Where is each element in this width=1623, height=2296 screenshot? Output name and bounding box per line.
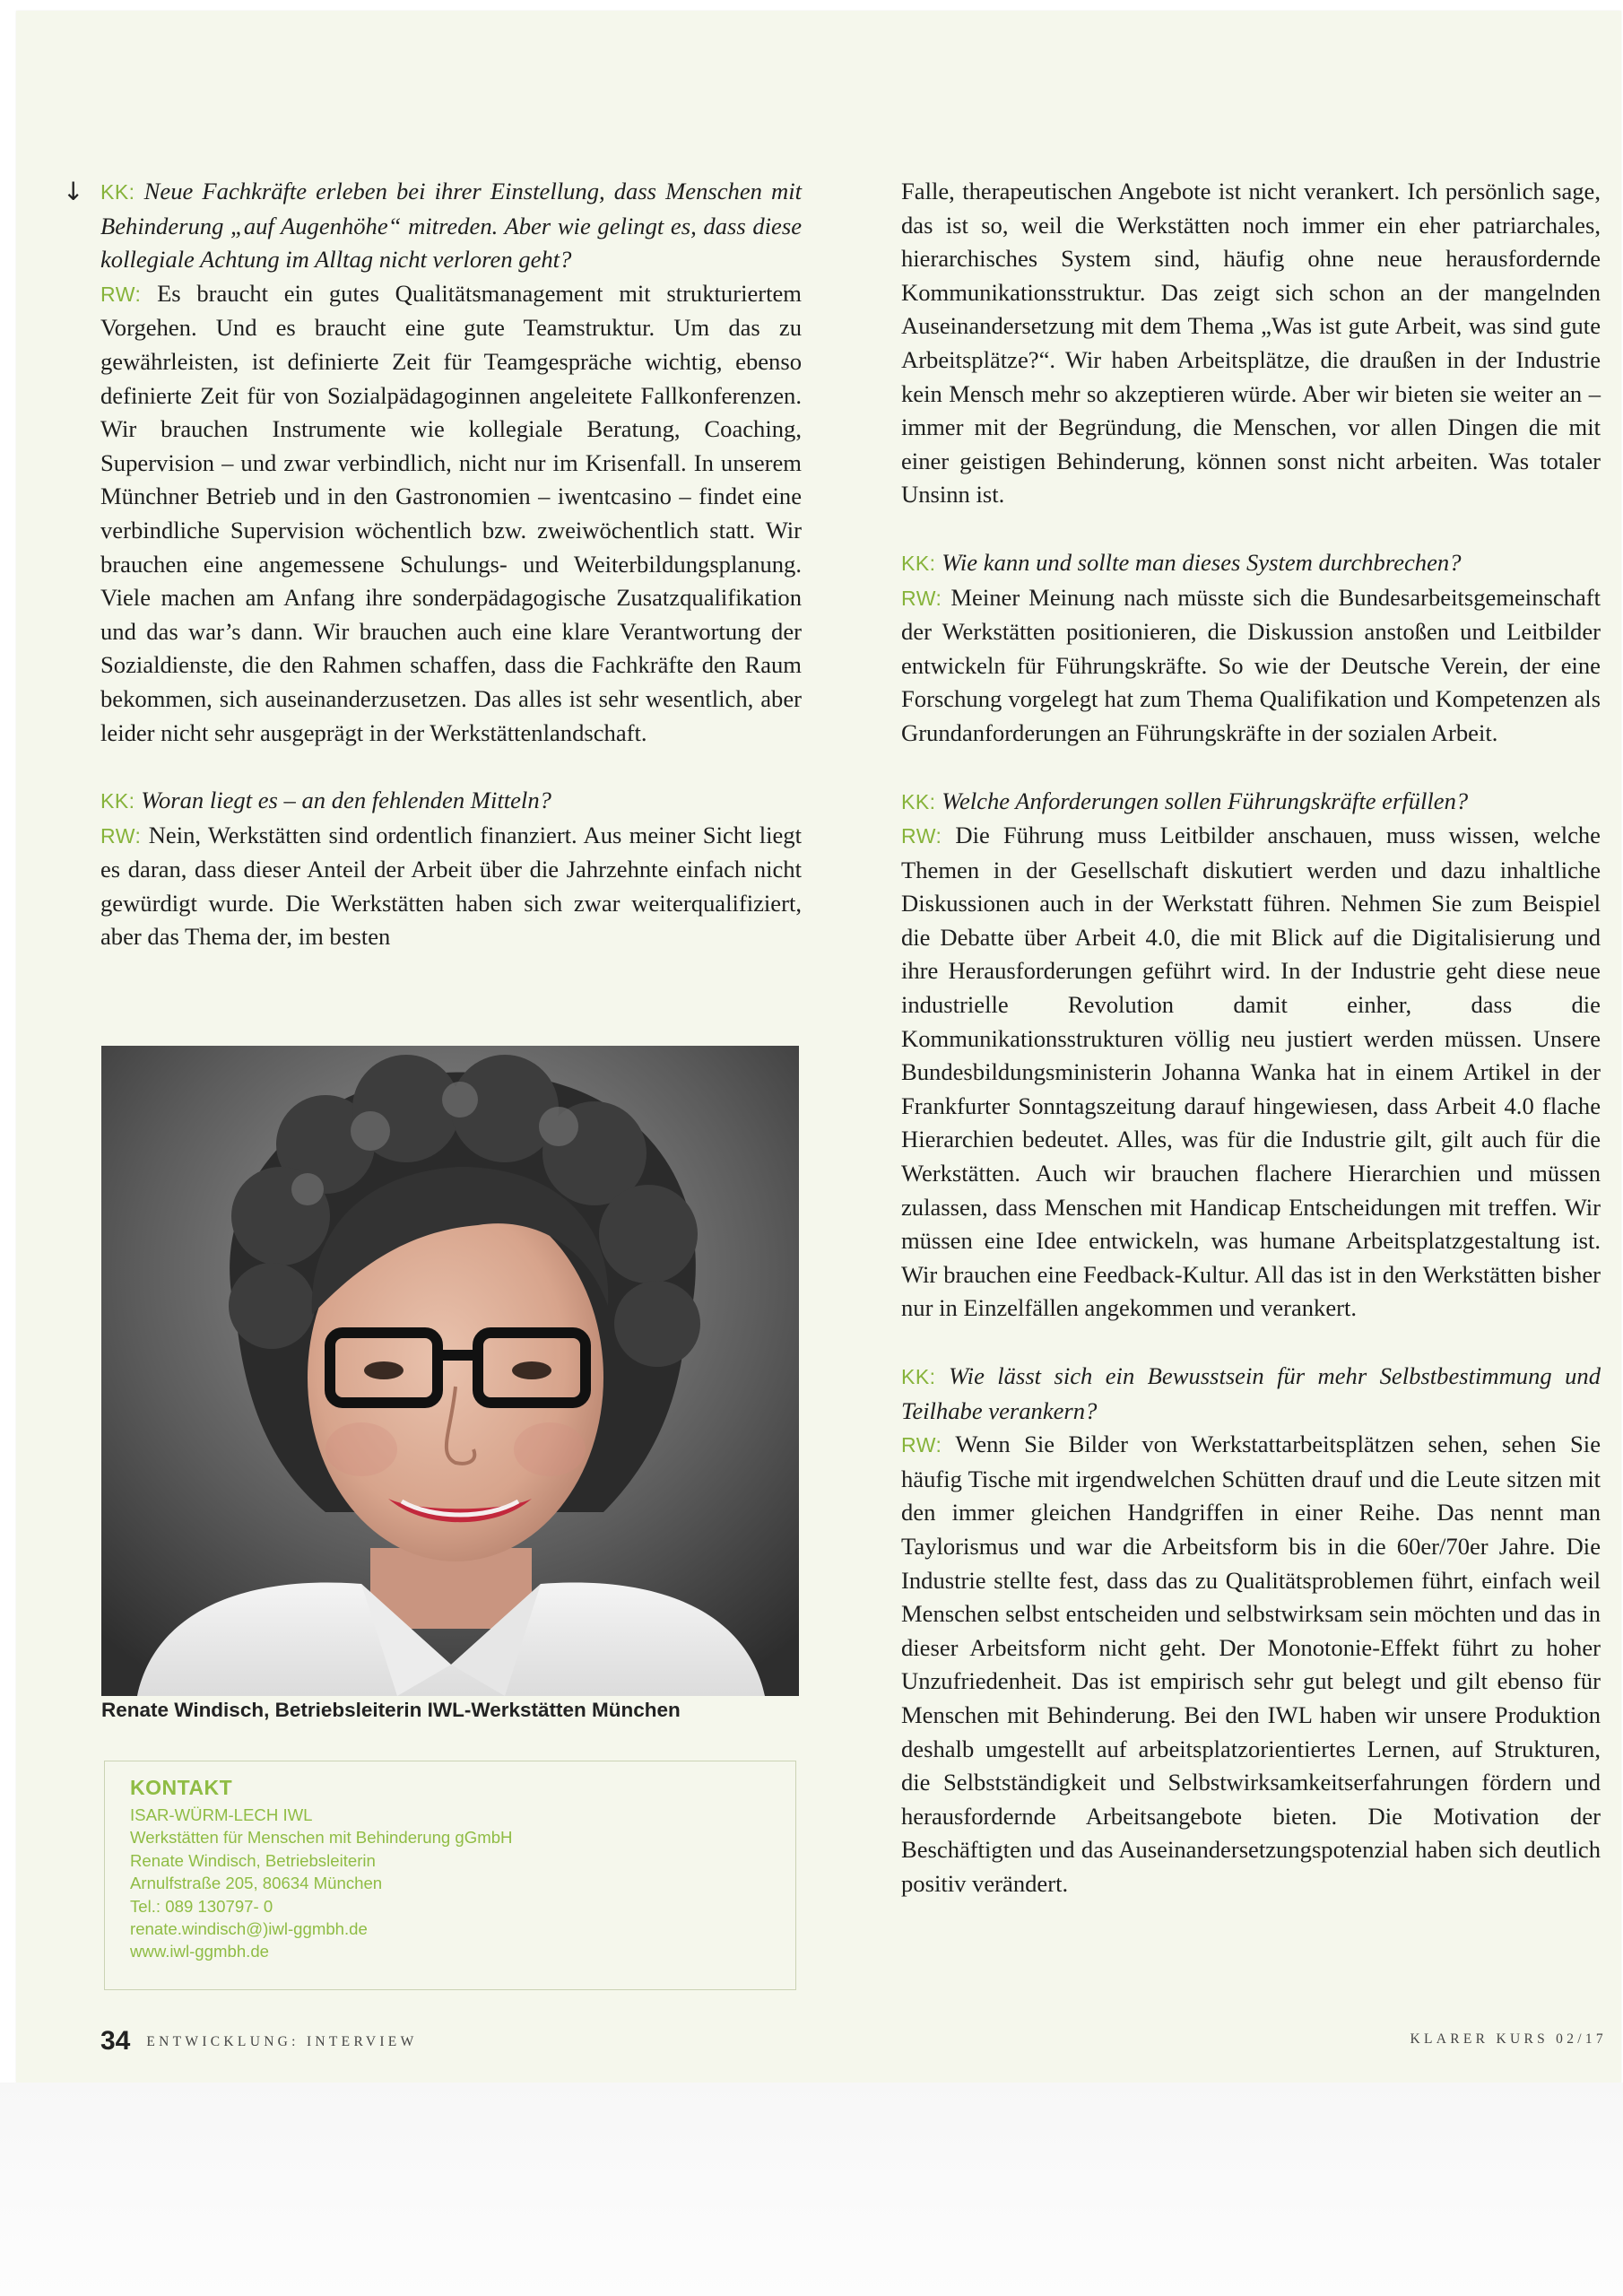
question-tag: KK: — [901, 1365, 936, 1388]
contact-line: Arnulfstraße 205, 80634 München — [130, 1874, 383, 1893]
question-text: Welche Anforderungen sollen Führungskräfte erfüllen? — [942, 787, 1469, 814]
answer-text: Es braucht ein gutes Qualitätsmanagement mit strukturiertem Vorgehen. Und es braucht eine gute Teamstruktur. Um das zu gewährleisten, ist definierte Zeit für Teamgespräche wichtig, ebenso definierte Zeit für von Sozialpädagoginnen angeleitete Fallkonferenzen. Wir brauchen Instrumente wie kollegiale Beratung, Coaching, Supervision – und zwar verbindlich, nicht nur im Krisenfall. In unserem Münchner Betrieb und in den Gastronomien – iwentcasino – findet eine verbindliche Supervision wöchentlich bzw. zweiwöchentlich statt. Wir brauchen eine angemessene Schulungs- und Weiterbildungsplanung. Viele machen am Anfang ihre sonderpädagogische Zusatzqualifikation und das war’s dann. Wir brauchen auch eine klare Verantwortung der Sozialdienste, die den Rahmen schaffen, dass die Fachkräfte den Raum bekommen, sich auseinanderzusetzen. Das alles ist sehr wesentlich, aber leider nicht sehr ausgeprägt in der Werkstättenlandschaft. — [100, 279, 802, 746]
question-tag: KK: — [901, 551, 936, 575]
answer-tag: RW: — [100, 823, 142, 848]
question-tag: KK: — [901, 789, 936, 813]
answer-tag: RW: — [100, 282, 142, 306]
portrait-photo — [101, 1046, 799, 1696]
interview-block — [100, 784, 802, 954]
answer — [100, 819, 802, 954]
interview-block — [63, 175, 802, 750]
answer-text: Wenn Sie Bilder von Werkstattarbeitsplätzen sehen, sehen Sie häufig Tische mit irgendwelchen Schütten drauf und die Leute sitzen mit den immer gleichen Handgriffen in einer Reihe. Das nennt man Taylorismus und war die Arbeitsform bis in die 60er/70er Jahre. Die Industrie stellte fest, dass das zu Qualitätsproblemen führt, einfach weil Menschen selbst entscheiden und selbstwirksam sein möchten und das in dieser Arbeitsform nicht geht. Der Monotonie-Effekt führt zu hoher Unzufriedenheit. Das ist empirisch sehr gut belegt und gilt ebenso für Menschen mit Behinderung. Bei den IWL haben wir unsere Produktion deshalb umgestellt auf arbeitsplatzorientiertes Lernen, auf Strukturen, die Selbstständigkeit und Selbstwirksamkeitserfahrungen fördern und herausfordernde Arbeitsangebote bieten. Die Motivation der Beschäftigten und das Auseinandersetzungspotenzial haben sich deutlich positiv verändert. — [901, 1431, 1601, 1897]
answer-text: Die Führung muss Leitbilder anschauen, muss wissen, welche Themen in der Gesellschaft diskutiert werden und dazu inhaltliche Diskussionen auch in der Werkstatt führen. Nehmen Sie zum Beispiel die Debatte über Arbeit 4.0, die mit Blick auf die Digitalisierung und ihre Herausforderungen geführt wird. In der Industrie geht diese neue industrielle Revolution damit einher, dass die Kommunikationsstrukturen völlig neu justiert werden müssen. Unsere Bundesbildungsministerin Johanna Wanka hat in einem Artikel in der Frankfurter Sonntagszeitung darauf hingewiesen, dass Arbeit 4.0 flache Hierarchien bedeutet. Alles, was für die Industrie gilt, gilt auch für die Werkstätten. Auch wir brauchen flachere Hierarchien und müssen zulassen, dass Menschen mit Handicap Entscheidungen mit treffen. Wir müssen eine Idee entwickeln, was humane Arbeitsplatzgestaltung ist. Wir brauchen eine Feedback-Kultur. All das ist in den Werkstätten bisher nur in Einzelfällen angekommen und verankert. — [901, 822, 1601, 1322]
question-text: Woran liegt es – an den fehlenden Mitteln? — [141, 787, 551, 814]
interview-block — [901, 1360, 1601, 1901]
answer-tag: RW: — [901, 586, 942, 610]
interview-block — [901, 546, 1601, 751]
down-arrow-icon: ↓ — [63, 177, 84, 206]
right-column — [901, 175, 1601, 1935]
contact-website[interactable]: www.iwl-ggmbh.de — [130, 1942, 270, 1961]
question — [901, 546, 1601, 581]
contact-email[interactable]: renate.windisch@)iwl-ggmbh.de — [130, 1919, 368, 1939]
section-label: ENTWICKLUNG: INTERVIEW — [146, 2034, 418, 2049]
magazine-issue: KLARER KURS 02/17 — [1410, 2031, 1607, 2047]
contact-phone: Tel.: 089 130797- 0 — [130, 1896, 273, 1916]
answer — [901, 581, 1601, 751]
answer-tag: RW: — [901, 824, 942, 848]
contact-box — [104, 1761, 796, 1990]
answer — [100, 277, 802, 750]
scan-margin — [0, 2083, 1623, 2296]
answer-text: Falle, therapeutischen Angebote ist nicht verankert. Ich persönlich sage, das ist so, weil die Werkstätten noch immer ein eher patriarchales, hierarchisches System sind, häufig ohne neue herausfordernde Kommunikationsstruktur. Das zeigt sich schon an der mangelnden Auseinandersetzung mit dem Thema „Was ist gute Arbeit, was sind gute Arbeitsplätze?“. Wir haben Arbeitsplätze, die draußen in der Industrie kein Mensch mehr so akzeptieren würde. Aber wir bieten sie weiter an – immer mit der Begründung, die Menschen, vor allen Dingen die mit einer geistigen Behinderung, können sonst nicht arbeiten. Was totaler Unsinn ist. — [901, 178, 1601, 509]
contact-line: Renate Windisch, Betriebsleiterin — [130, 1850, 376, 1870]
answer-text: Meiner Meinung nach müsste sich die Bundesarbeitsgemeinschaft der Werkstätten positionieren, die Diskussion anstoßen und Leitbilder entwickeln für Führungskräfte. So wie der Deutsche Verein, der eine Forschung vorgelegt hat zum Thema Qualifikation und Kompetenzen als Grundanforderungen an Führungskräfte in der sozialen Arbeit. — [901, 583, 1601, 746]
answer-text: Nein, Werkstätten sind ordentlich finanziert. Aus meiner Sicht liegt es daran, dass dieser Anteil der Arbeit über die Jahrzehnte einfach nicht gewürdigt wurde. Die Werkstätten haben sich zwar weiterqualifiziert, aber das Thema der, im besten — [100, 821, 802, 951]
page-number: 34 — [100, 2026, 131, 2056]
question — [100, 175, 802, 277]
interview-block — [901, 785, 1601, 1326]
question-text: Wie kann und sollte man dieses System durchbrechen? — [942, 548, 1462, 576]
footer-left — [100, 2026, 418, 2057]
contact-line: Werkstätten für Menschen mit Behinderung gGmbH — [130, 1828, 513, 1848]
question-tag: KK: — [100, 180, 135, 204]
answer — [901, 819, 1601, 1326]
question-text: Neue Fachkräfte erleben bei ihrer Einstellung, dass Menschen mit Behinderung „auf Augenhöhe“ mitreden. Aber wie gelingt es, dass diese kollegiale Achtung im Alltag nicht verloren geht? — [100, 178, 802, 274]
question — [100, 784, 802, 819]
contact-line: ISAR-WÜRM-LECH IWL — [130, 1805, 313, 1824]
question — [901, 1360, 1601, 1428]
photo-caption: Renate Windisch, Betriebsleiterin IWL-Werkstätten München — [101, 1699, 681, 1721]
contact-title: KONTAKT — [130, 1776, 233, 1799]
answer — [901, 1428, 1601, 1900]
answer-tag: RW: — [901, 1433, 942, 1457]
continuation-paragraph — [901, 175, 1601, 512]
question — [901, 785, 1601, 820]
question-text: Wie lässt sich ein Bewusstsein für mehr Selbstbestimmung und Teilhabe verankern? — [901, 1362, 1601, 1424]
question-tag: KK: — [100, 789, 135, 813]
left-column — [63, 175, 802, 988]
